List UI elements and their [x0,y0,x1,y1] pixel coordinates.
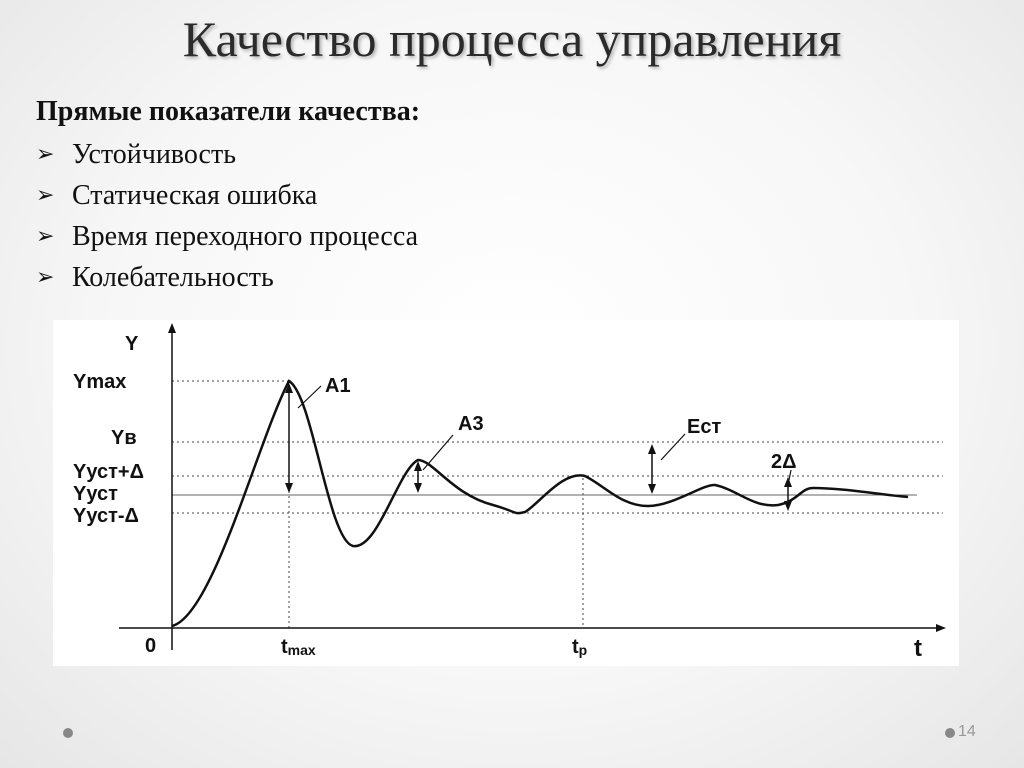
tp-label: tр [572,636,588,658]
a3-label: A3 [458,413,484,435]
bullet-text: Время переходного процесса [72,221,419,252]
page-number: 14 [958,723,976,740]
bullet-item [36,257,418,298]
transient-response-diagram [53,320,959,666]
a3-leader-line [423,435,453,470]
y-axis-label: Y [125,333,139,355]
yust-label: Yуст [73,483,118,505]
ymax-label: Ymax [73,371,127,393]
est-leader-line [661,434,685,460]
right-decoration-dot [945,728,955,738]
arrow-bullet-icon: ➢ [36,183,55,208]
left-decoration-dot [63,728,73,738]
x-axis-label: t [914,635,922,662]
a1-leader-line [298,386,321,408]
bullet-item [36,175,418,216]
bullet-text: Статическая ошибка [72,180,318,211]
origin-label: 0 [145,635,157,657]
bullet-list [36,134,418,298]
section-heading: Прямые показатели качества: [36,96,421,127]
guide-lines [172,381,943,628]
bullet-item [36,216,418,257]
yust-plus-label: Yуст+Δ [73,461,144,483]
two-delta-label: 2Δ [771,451,797,473]
a1-label: A1 [325,375,351,397]
arrow-bullet-icon: ➢ [36,142,55,167]
bullet-item [36,134,418,175]
bullet-text: Устойчивость [72,139,236,170]
dimension-arrows [289,388,788,506]
est-label: Eст [687,416,722,438]
yust-minus-label: Yуст-Δ [73,505,139,527]
slide-title: Качество процесса управления [182,11,842,67]
bullet-text: Колебательность [72,262,274,293]
tmax-label: tmax [281,636,316,658]
arrow-bullet-icon: ➢ [36,224,55,249]
yv-label: Yв [111,427,137,449]
arrow-bullet-icon: ➢ [36,265,55,290]
response-curve [172,381,908,626]
diagram-svg [53,320,959,666]
